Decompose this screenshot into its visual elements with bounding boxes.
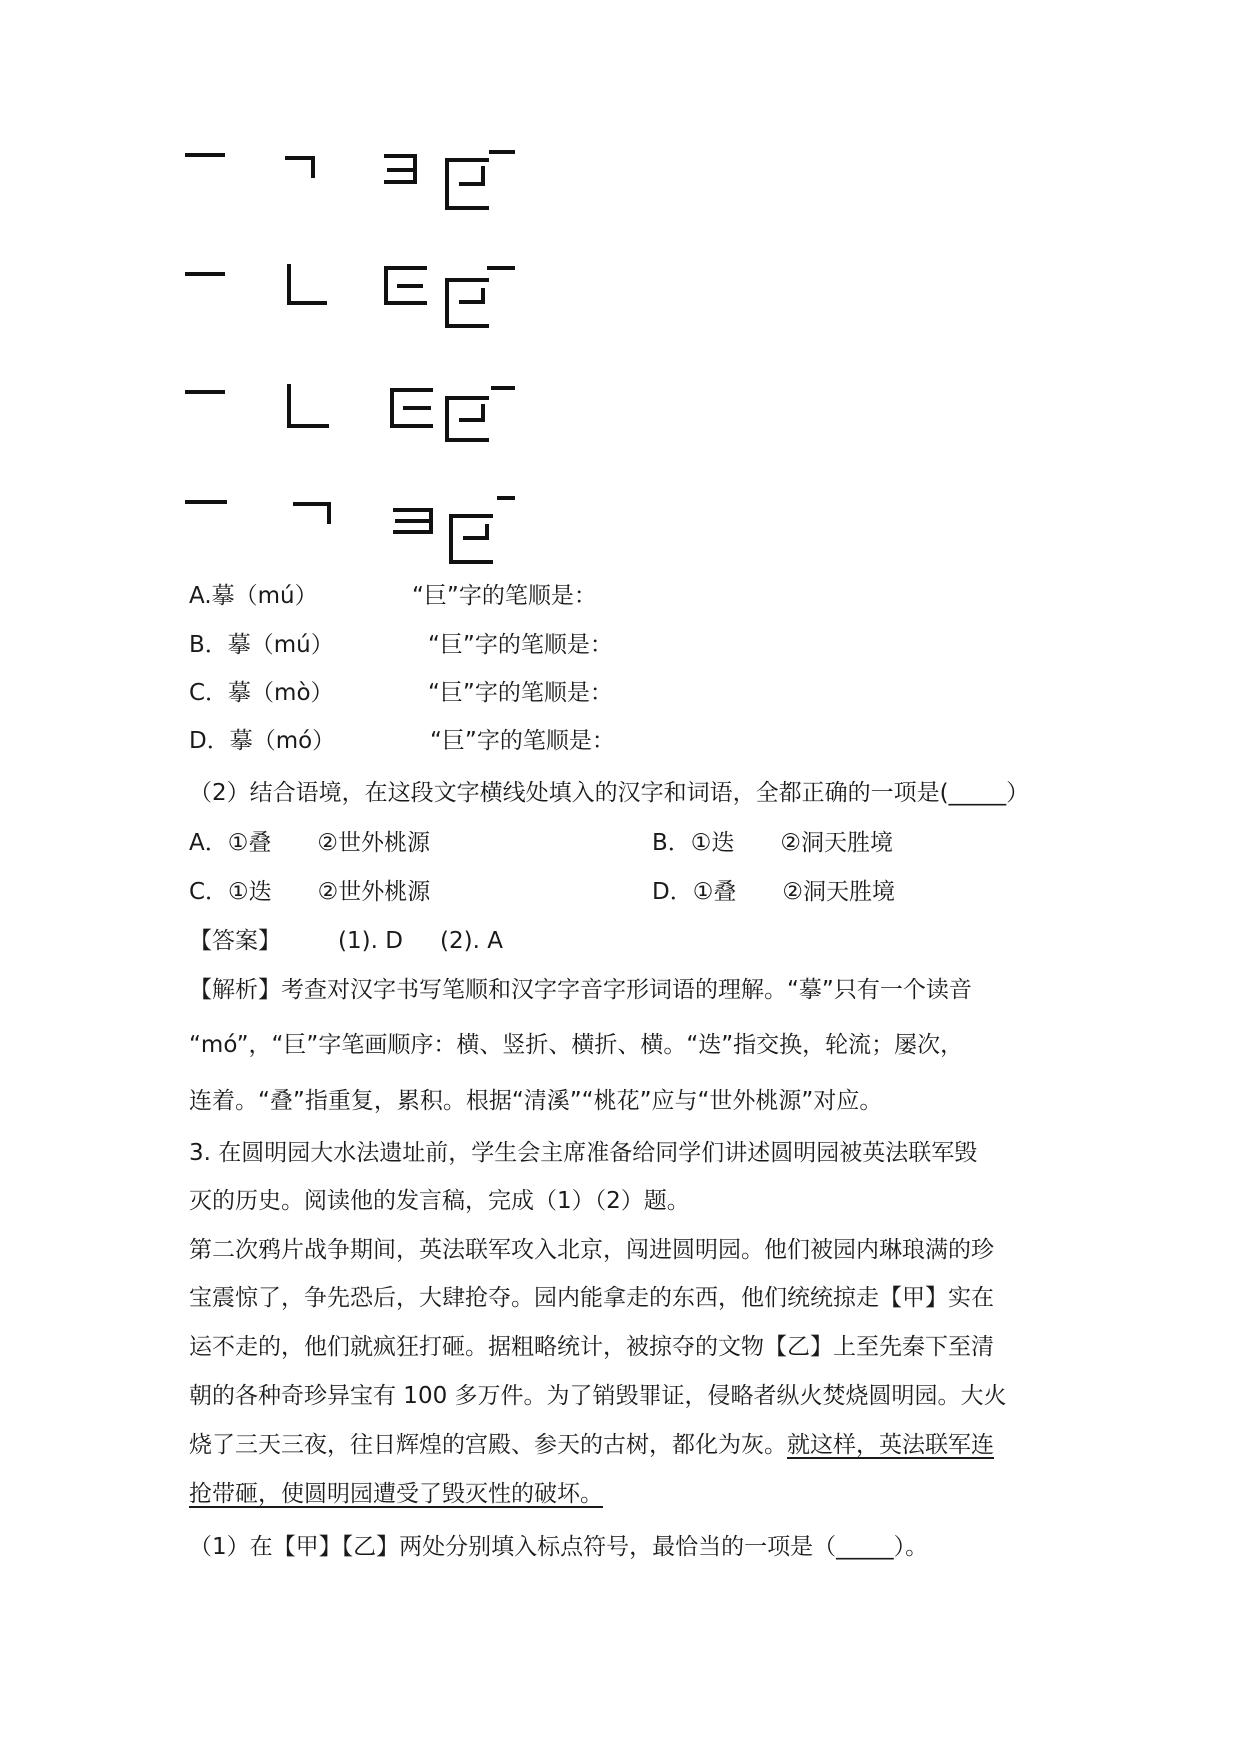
option-c-text: “巨”字的笔顺是： (428, 680, 613, 706)
answer-value-1: (1). D (338, 928, 403, 954)
option-d-label: D．摹（mó） (189, 728, 336, 754)
question-3-1-stem: （1）在【甲】【乙】两处分别填入标点符号，最恰当的一项是（_____）。 (189, 1534, 929, 1560)
ju-character-glyphs (447, 160, 491, 562)
passage-line-3: 运不走的，他们就疯狂打砸。据粗略统计，被掠夺的文物【乙】上至先秦下至清 (189, 1334, 994, 1360)
passage-underlined-part-1: 就这样，英法联军连 (787, 1432, 994, 1458)
passage-line-5-text: 烧了三天三夜，往日辉煌的宫殿、参天的古树，都化为灰。 (189, 1432, 787, 1458)
option-b-label: B．摹（mú） (189, 632, 334, 658)
option-c-label: C．摹（mò） (189, 680, 334, 706)
option-d-text: “巨”字的笔顺是： (430, 728, 615, 754)
q2-option-b: B．①迭 ②洞天胜境 (652, 830, 894, 856)
passage-underlined-part-2: 抢带砸，使圆明园遭受了毁灭性的破坏。 (189, 1481, 603, 1507)
analysis-line-3: 连着。“叠”指重复，累积。根据“清溪”“桃花”应与“世外桃源”对应。 (189, 1088, 883, 1114)
answer-label: 【答案】 (189, 928, 281, 954)
option-b-text: “巨”字的笔顺是： (428, 632, 613, 658)
passage-line-1: 第二次鸦片战争期间，英法联军攻入北京，闯进圆明园。他们被园内琳琅满的珍 (189, 1237, 994, 1263)
q2-option-a: A．①叠 ②世外桃源 (189, 830, 430, 856)
analysis-line-2: “mó”，“巨”字笔画顺序：横、竖折、横折、横。“迭”指交换，轮流；屡次， (189, 1032, 964, 1058)
passage-line-6 (189, 1479, 603, 1509)
question-3-line-1: 3. 在圆明园大水法遗址前，学生会主席准备给同学们讲述圆明园被英法联军毁 (189, 1140, 978, 1166)
option-a-text: “巨”字的笔顺是： (412, 583, 597, 609)
question-2-stem: （2）结合语境，在这段文字横线处填入的汉字和词语，全都正确的一项是(_____） (189, 780, 1030, 806)
q2-option-c: C．①迭 ②世外桃源 (189, 879, 431, 905)
analysis-line-1: 【解析】考查对汉字书写笔顺和汉字字音字形词语的理解。“摹”只有一个读音 (189, 977, 972, 1003)
stroke-row-a (187, 152, 515, 182)
passage-line-4: 朝的各种奇珍异宝有 100 多万件。为了销毁罪证，侵略者纵火焚烧圆明园。大火 (189, 1383, 1007, 1409)
passage-line-5 (189, 1430, 994, 1460)
q2-option-d: D．①叠 ②洞天胜境 (652, 879, 895, 905)
stroke-row-b (187, 266, 515, 303)
option-a-label: A.摹（mú） (189, 583, 318, 609)
passage-line-2: 宝震惊了，争先恐后，大肆抢夺。园内能拿走的东西，他们统统掠走【甲】实在 (189, 1285, 994, 1311)
question-3-line-2: 灭的历史。阅读他的发言稿，完成（1）（2）题。 (189, 1188, 690, 1214)
option-a-row (189, 581, 318, 611)
answer-value-2: (2). A (440, 928, 503, 954)
stroke-order-illustration (185, 140, 515, 580)
